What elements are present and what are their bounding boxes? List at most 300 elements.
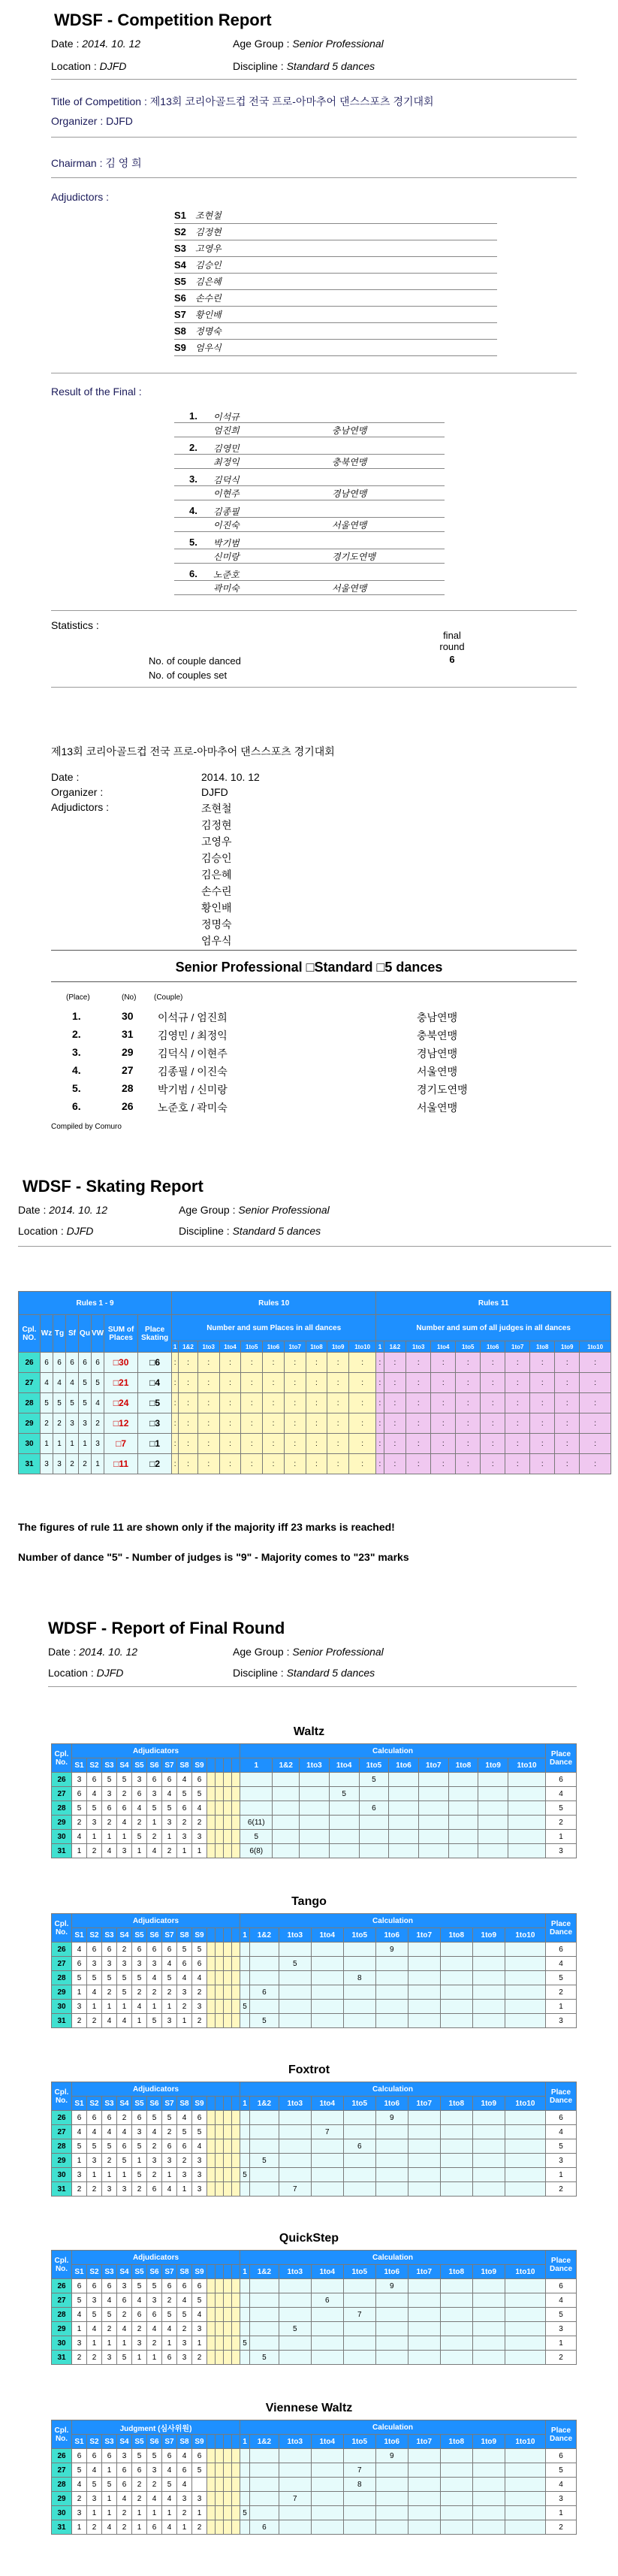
- calc-cell: [472, 2492, 505, 2506]
- calc-column-header: 1to6: [375, 1928, 408, 1943]
- rule10-cell: :: [327, 1413, 349, 1434]
- spacer-cell: [224, 2168, 232, 2182]
- summary-region: 경기도연맹: [417, 1084, 468, 1096]
- calc-cell: [440, 2336, 472, 2351]
- calc-column-header: 1: [240, 1758, 273, 1773]
- judge-mark: 3: [102, 1787, 117, 1801]
- rule11-cell: :: [384, 1454, 406, 1474]
- spacer-cell: [207, 2000, 216, 2014]
- result-place: 6.: [189, 568, 197, 579]
- judge-mark: 5: [192, 2293, 207, 2308]
- calc-cell: 6: [359, 1801, 389, 1816]
- spacer-cell: [224, 2351, 232, 2365]
- calc-cell: [240, 2322, 250, 2336]
- couple-number: 28: [52, 2139, 72, 2154]
- judge-mark: 3: [132, 1957, 147, 1971]
- judge-mark: 2: [102, 2322, 117, 2336]
- spacer-cell: [224, 2449, 232, 2463]
- spacer-cell: [224, 2014, 232, 2028]
- judge-mark: 5: [117, 1985, 132, 2000]
- result-place: 2.: [189, 442, 197, 453]
- calc-cell: [250, 1957, 279, 1971]
- spacer-cell: [216, 2139, 224, 2154]
- judge-mark: 4: [192, 2139, 207, 2154]
- judge-mark: 6: [87, 2449, 102, 2463]
- calc-cell: [375, 1985, 408, 2000]
- calc-cell: [343, 2520, 375, 2535]
- calc-cell: [478, 1830, 508, 1844]
- spacer-cell: [207, 2449, 216, 2463]
- calc-cell: [279, 2279, 311, 2293]
- calc-cell: [359, 1844, 389, 1858]
- judge-header: S7: [162, 2097, 177, 2111]
- calc-cell: [311, 1971, 343, 1985]
- final-row: [52, 2308, 577, 2322]
- calc-cell: [375, 2520, 408, 2535]
- calc-cell: [472, 2293, 505, 2308]
- calc-cell: [440, 2139, 472, 2154]
- judge-header: S6: [147, 2097, 162, 2111]
- rule11-cell: :: [555, 1454, 580, 1474]
- calc-cell: [472, 2139, 505, 2154]
- spacer-cell: [232, 2293, 240, 2308]
- judge-mark: 3: [162, 2014, 177, 2028]
- spacer-cell: [232, 2125, 240, 2139]
- judge-mark: 4: [177, 2293, 192, 2308]
- calc-cell: [472, 2478, 505, 2492]
- judge-mark: 1: [132, 2351, 147, 2365]
- skating-row: [19, 1373, 611, 1393]
- result-partner-a: 김종필: [213, 506, 240, 517]
- judge-mark: 1: [72, 2154, 87, 2168]
- calc-cell: [279, 2449, 311, 2463]
- dance-place: 3: [92, 1434, 104, 1454]
- spacer-cell: [216, 2336, 224, 2351]
- judge-mark: 5: [72, 1801, 87, 1816]
- spacer-cell: [224, 1773, 232, 1787]
- summary-place: 3.: [72, 1046, 81, 1058]
- calc-cell: [311, 2111, 343, 2125]
- judge-mark: 4: [162, 2322, 177, 2336]
- summary-adjudicator: 조현철: [201, 803, 232, 815]
- judge-mark: 1: [87, 2336, 102, 2351]
- calc-cell: 6(11): [240, 1816, 273, 1830]
- calc-cell: [508, 1773, 546, 1787]
- underline: [174, 289, 497, 290]
- calc-cell: [418, 1816, 448, 1830]
- summary-couple: 김영민 / 최정익: [158, 1029, 228, 1042]
- rule10-cell: :: [349, 1454, 376, 1474]
- sum-of-places: □24: [104, 1393, 138, 1413]
- calc-cell: [240, 2125, 250, 2139]
- underline: [174, 563, 445, 564]
- calc-cell: 6: [343, 2139, 375, 2154]
- spacer-cell: [216, 2125, 224, 2139]
- calc-cell: [375, 2478, 408, 2492]
- judge-mark: 5: [102, 2139, 117, 2154]
- final-grid: [51, 1743, 577, 1858]
- adjudicator-row: [174, 325, 497, 341]
- underline: [174, 273, 497, 274]
- calc-cell: [240, 2182, 250, 2197]
- judge-mark: 3: [72, 1773, 87, 1787]
- summary-number: 27: [122, 1064, 134, 1076]
- summary-number: 28: [122, 1082, 134, 1094]
- calc-cell: 5: [250, 2154, 279, 2168]
- couple-number: 29: [52, 2492, 72, 2506]
- judge-mark: 2: [177, 2506, 192, 2520]
- rule10-cell: :: [172, 1353, 179, 1373]
- judge-mark: 1: [117, 2000, 132, 2014]
- calc-cell: [508, 1844, 546, 1858]
- calc-cell: [440, 1943, 472, 1957]
- judge-mark: 2: [177, 2322, 192, 2336]
- summary-adjudicator: 엄우식: [201, 935, 232, 947]
- calc-cell: [250, 2478, 279, 2492]
- calc-column-header: 1to3: [300, 1758, 330, 1773]
- calc-cell: [505, 1971, 545, 1985]
- dance-place: 2: [79, 1454, 92, 1474]
- judge-mark: 4: [117, 1816, 132, 1830]
- calc-cell: [408, 2000, 440, 2014]
- calc-cell: [440, 2449, 472, 2463]
- judge-mark: 1: [162, 2000, 177, 2014]
- rule10-cell: :: [349, 1434, 376, 1454]
- result-row: [174, 568, 445, 598]
- calc-column-header: 1to10: [508, 1758, 546, 1773]
- rule11-cell: :: [406, 1393, 431, 1413]
- skating-report-title: WDSF - Skating Report: [23, 1177, 203, 1196]
- judge-mark: 4: [87, 1985, 102, 2000]
- judge-header: S2: [87, 2435, 102, 2449]
- summary-place: 4.: [72, 1064, 81, 1076]
- calc-cell: [300, 1773, 330, 1787]
- rule10-cell: :: [327, 1353, 349, 1373]
- place-dance: 5: [546, 2463, 577, 2478]
- judge-header: S2: [87, 1928, 102, 1943]
- spacer-cell: [216, 2478, 224, 2492]
- calc-column-header: 1&2: [273, 1758, 300, 1773]
- judge-mark: 5: [117, 2154, 132, 2168]
- calc-cell: [389, 1844, 419, 1858]
- adjudicator-row: [174, 209, 497, 225]
- couple-number: 26: [52, 2279, 72, 2293]
- result-partner-a: 김덕식: [213, 475, 240, 485]
- summary-date-label: Date :: [51, 771, 80, 783]
- judge-mark: 5: [147, 2449, 162, 2463]
- adjudicator-code: S3: [174, 243, 186, 254]
- adjudicator-code: S2: [174, 226, 186, 237]
- judge-header: S4: [117, 1758, 132, 1773]
- calc-column-header: 1to5: [359, 1758, 389, 1773]
- sum-places-header: SUM of Places: [104, 1315, 138, 1353]
- dance-place: 5: [79, 1393, 92, 1413]
- spacer-cell: [224, 2182, 232, 2197]
- calc-cell: [279, 2478, 311, 2492]
- judge-mark: 3: [177, 2168, 192, 2182]
- judge-mark: 2: [192, 1985, 207, 2000]
- judge-header: S9: [192, 2265, 207, 2279]
- judge-mark: 1: [102, 2506, 117, 2520]
- rule11-cell: :: [431, 1393, 456, 1413]
- dance-table: [51, 2082, 577, 2197]
- spacer-cell: [232, 2279, 240, 2293]
- calc-cell: 5: [279, 2322, 311, 2336]
- rule10-cell: :: [241, 1353, 263, 1373]
- calc-cell: [440, 2182, 472, 2197]
- calc-column-header: 1to7: [418, 1758, 448, 1773]
- calc-cell: [240, 2139, 250, 2154]
- calc-cell: [408, 2336, 440, 2351]
- summary-region: 충북연맹: [417, 1029, 458, 1042]
- judge-mark: 4: [147, 1844, 162, 1858]
- calc-cell: [250, 2168, 279, 2182]
- spacer-cell: [232, 2154, 240, 2168]
- dance-table: [51, 2420, 577, 2535]
- rule11-cell: :: [376, 1454, 384, 1474]
- judge-mark: 5: [162, 1801, 177, 1816]
- calc-column-header: 1&2: [250, 1928, 279, 1943]
- rule11-cell: :: [431, 1353, 456, 1373]
- judge-header: S3: [102, 1928, 117, 1943]
- place-skating: □3: [138, 1413, 172, 1434]
- spacer-cell: [207, 1844, 216, 1858]
- calc-cell: [448, 1801, 478, 1816]
- calc-cell: [375, 2168, 408, 2182]
- final-discipline: Discipline : Standard 5 dances: [233, 1667, 375, 1679]
- judge-mark: 6: [102, 1943, 117, 1957]
- dance-name: Foxtrot: [288, 2064, 330, 2076]
- calc-cell: [389, 1830, 419, 1844]
- place-dance: 5: [546, 1801, 577, 1816]
- judge-mark: 3: [192, 2168, 207, 2182]
- cpl-no-header: Cpl. No.: [52, 1744, 72, 1773]
- judge-mark: 6: [192, 1957, 207, 1971]
- calc-column-header: 1to8: [440, 2265, 472, 2279]
- calc-cell: [505, 2279, 545, 2293]
- dance-place: 3: [41, 1454, 53, 1474]
- couple-number: 29: [19, 1413, 41, 1434]
- dance-place: 2: [92, 1413, 104, 1434]
- judge-mark: 2: [162, 2293, 177, 2308]
- judge-header: S9: [192, 2435, 207, 2449]
- sum-of-places: □11: [104, 1454, 138, 1474]
- place-skating: □6: [138, 1353, 172, 1373]
- rule10-cell: :: [241, 1413, 263, 1434]
- calc-cell: [408, 2293, 440, 2308]
- spacer-cell: [207, 2168, 216, 2182]
- place-dance: 3: [546, 2154, 577, 2168]
- calc-cell: [250, 2182, 279, 2197]
- judge-mark: 2: [192, 2014, 207, 2028]
- calc-cell: [250, 2322, 279, 2336]
- spacer-cell: [224, 2139, 232, 2154]
- chairman: Chairman : 김 영 희: [51, 157, 142, 169]
- judge-mark: 5: [132, 1971, 147, 1985]
- calc-cell: [311, 2336, 343, 2351]
- place-dance: 2: [546, 1985, 577, 2000]
- calc-cell: [478, 1816, 508, 1830]
- place-dance: 4: [546, 2478, 577, 2492]
- judge-mark: 2: [72, 2351, 87, 2365]
- calc-cell: [505, 2139, 545, 2154]
- final-row: [52, 2322, 577, 2336]
- dance-abbrev-header: VW: [92, 1315, 104, 1353]
- judge-mark: 6: [147, 2308, 162, 2322]
- final-row: [52, 1985, 577, 2000]
- final-date: Date : 2014. 10. 12: [48, 1646, 138, 1658]
- judge-header: S6: [147, 2265, 162, 2279]
- calc-column-header: 1to4: [311, 2265, 343, 2279]
- calc-cell: [311, 2492, 343, 2506]
- rule11-cell: :: [505, 1393, 530, 1413]
- calc-column-header: 1to3: [197, 1341, 219, 1353]
- final-row: [52, 2506, 577, 2520]
- calc-cell: 9: [375, 2111, 408, 2125]
- summary-number: 30: [122, 1010, 134, 1022]
- place-skating: □5: [138, 1393, 172, 1413]
- couple-number: 26: [52, 1773, 72, 1787]
- calc-cell: [408, 2506, 440, 2520]
- spacer-header: [207, 2265, 216, 2279]
- rule11-cell: :: [456, 1373, 481, 1393]
- judge-mark: 1: [102, 1830, 117, 1844]
- judge-mark: 4: [72, 2125, 87, 2139]
- calc-cell: [505, 1985, 545, 2000]
- rule10-cell: :: [306, 1454, 327, 1474]
- adjudicator-row: [174, 341, 497, 358]
- calc-column-header: 1to5: [343, 2435, 375, 2449]
- dance-place: 6: [79, 1353, 92, 1373]
- rule11-cell: :: [431, 1454, 456, 1474]
- result-row: [174, 473, 445, 503]
- judge-mark: 3: [132, 2336, 147, 2351]
- judge-header: S5: [132, 2265, 147, 2279]
- calc-column-header: 1to7: [408, 2435, 440, 2449]
- couple-number: 27: [52, 1957, 72, 1971]
- judge-mark: 4: [102, 2125, 117, 2139]
- judge-mark: 5: [87, 2478, 102, 2492]
- judge-mark: 5: [72, 1971, 87, 1985]
- calc-column-header: 1to10: [349, 1341, 376, 1353]
- calc-cell: 9: [375, 2279, 408, 2293]
- cpl-no-header: Cpl. No.: [52, 1914, 72, 1943]
- calc-cell: [279, 2111, 311, 2125]
- organizer: Organizer : DJFD: [51, 115, 133, 127]
- judge-mark: 1: [132, 2506, 147, 2520]
- judge-header: S5: [132, 2435, 147, 2449]
- judge-mark: 4: [177, 2478, 192, 2492]
- judge-mark: 6: [177, 1801, 192, 1816]
- calc-cell: 5: [240, 2506, 250, 2520]
- judge-mark: 3: [147, 2154, 162, 2168]
- spacer-cell: [232, 2111, 240, 2125]
- skating-row: [19, 1353, 611, 1373]
- rule10-cell: :: [219, 1393, 241, 1413]
- judge-mark: 3: [192, 2182, 207, 2197]
- rule11-cell: :: [376, 1413, 384, 1434]
- result-row: [174, 410, 445, 440]
- divider: [48, 1686, 577, 1687]
- rule10-cell: :: [179, 1373, 198, 1393]
- spacer-header: [207, 2435, 216, 2449]
- rule11-cell: :: [505, 1434, 530, 1454]
- calc-column-header: 1to4: [329, 1758, 359, 1773]
- spacer-cell: [207, 2308, 216, 2322]
- calc-column-header: 1to9: [472, 1928, 505, 1943]
- judge-header: S8: [177, 2097, 192, 2111]
- judge-mark: 6: [87, 1943, 102, 1957]
- rule10-cell: :: [241, 1434, 263, 1454]
- final-row: [52, 2351, 577, 2365]
- calc-column-header: 1: [240, 2435, 250, 2449]
- judge-mark: 2: [177, 1816, 192, 1830]
- calc-cell: [329, 1816, 359, 1830]
- rule10-cell: :: [284, 1393, 306, 1413]
- dance-table: [51, 1913, 577, 2028]
- dance-place: 5: [41, 1393, 53, 1413]
- calc-cell: [440, 2000, 472, 2014]
- calc-cell: [300, 1787, 330, 1801]
- calc-cell: [478, 1801, 508, 1816]
- judge-mark: 1: [147, 1816, 162, 1830]
- spacer-cell: [207, 2154, 216, 2168]
- calc-cell: [478, 1773, 508, 1787]
- calc-cell: [505, 2506, 545, 2520]
- spacer-cell: [232, 1943, 240, 1957]
- judge-mark: 3: [72, 2506, 87, 2520]
- result-place: 3.: [189, 473, 197, 485]
- calc-cell: [279, 1943, 311, 1957]
- judge-mark: 1: [87, 2506, 102, 2520]
- adjudicator-name: 손수린: [195, 293, 222, 304]
- rule10-cell: :: [241, 1393, 263, 1413]
- calc-cell: [375, 2000, 408, 2014]
- summary-couple: 이석규 / 엄진희: [158, 1011, 228, 1023]
- calc-cell: [505, 2168, 545, 2182]
- adjudicator-row: [174, 292, 497, 308]
- rule11-cell: :: [530, 1413, 555, 1434]
- calc-column-header: 1to9: [472, 2265, 505, 2279]
- couple-number: 26: [52, 2449, 72, 2463]
- calc-cell: [311, 2506, 343, 2520]
- result-partner-a: 이석규: [213, 412, 240, 422]
- judge-mark: [192, 2478, 207, 2492]
- judge-mark: 5: [72, 2293, 87, 2308]
- judge-mark: 6: [132, 1943, 147, 1957]
- judge-header: S4: [117, 1928, 132, 1943]
- judge-mark: 2: [192, 2520, 207, 2535]
- judge-mark: 2: [87, 2014, 102, 2028]
- spacer-cell: [224, 1957, 232, 1971]
- calc-cell: [311, 2463, 343, 2478]
- judge-mark: 4: [72, 2308, 87, 2322]
- calc-column-header: 1to8: [306, 1341, 327, 1353]
- calc-cell: [408, 2139, 440, 2154]
- calc-cell: [472, 2182, 505, 2197]
- calc-cell: [440, 2168, 472, 2182]
- judge-mark: 4: [117, 2125, 132, 2139]
- judge-mark: 2: [192, 1816, 207, 1830]
- calc-column-header: 1to4: [431, 1341, 456, 1353]
- judge-mark: 1: [162, 2336, 177, 2351]
- spacer-cell: [216, 2506, 224, 2520]
- spacer-cell: [232, 2308, 240, 2322]
- couple-number: 28: [52, 2478, 72, 2492]
- calc-column-header: 1to6: [375, 2097, 408, 2111]
- calc-cell: [240, 2111, 250, 2125]
- dance-place: 4: [66, 1373, 79, 1393]
